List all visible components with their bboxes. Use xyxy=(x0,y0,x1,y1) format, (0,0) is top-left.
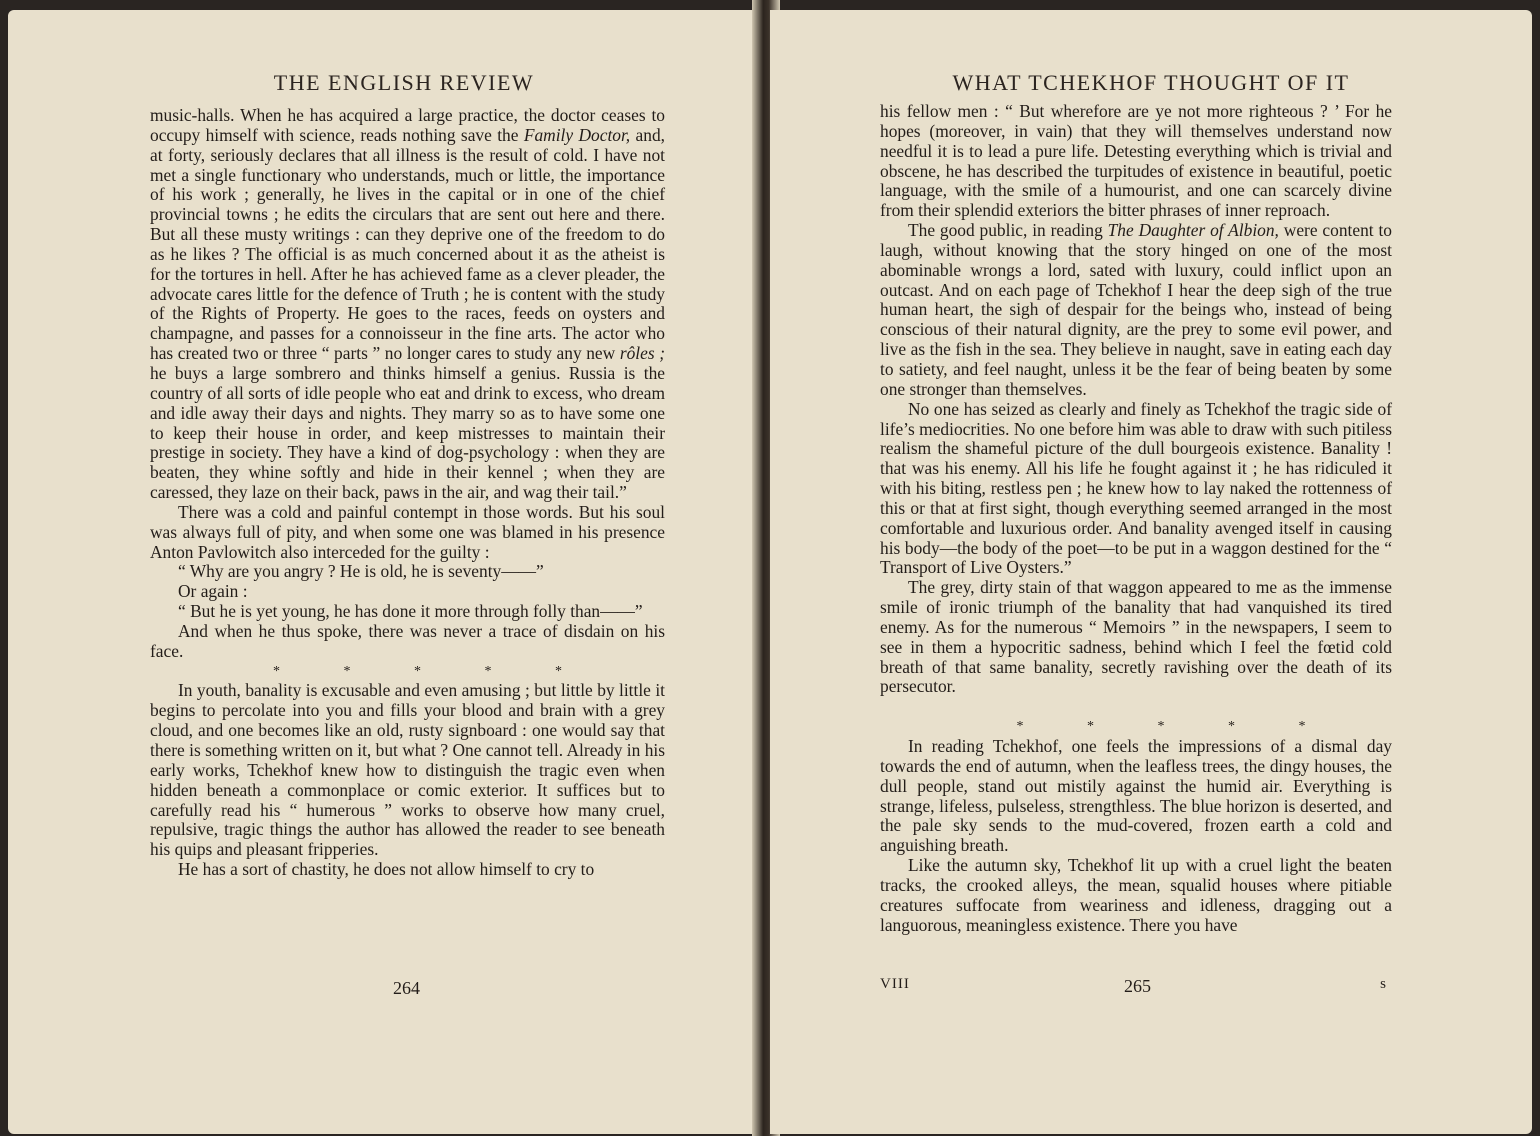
paragraph xyxy=(880,578,1392,697)
text-run: were content to laugh, without knowing that the story hinged on one of the most abominable wrongs a lord, sated with luxury, could inflict upon an outcast. And on each page of Tchekhof I hear the deep sigh of the true human heart, the sigh of despair for the beings who, instead of being conscious of their natural dignity, are the prey to some evil power, and live as the fish in the sea. They believe in naught, save in eating each day to satiety, and feel naught, unless it be the fear of being beaten by some one stronger than themselves. xyxy=(880,220,1392,399)
body-text-right xyxy=(880,102,1392,935)
paragraph xyxy=(150,681,665,860)
paragraphs-left xyxy=(150,106,665,662)
italic-text: The Daughter of Albion, xyxy=(1107,220,1279,241)
paragraph xyxy=(150,582,665,602)
page-number-right: 265 xyxy=(1124,976,1151,996)
spacer xyxy=(880,697,1392,717)
right-page xyxy=(770,10,1532,1134)
paragraphs-right-2 xyxy=(880,737,1392,935)
text-run: And when he thus spoke, there was never a trace of disdain on his face. xyxy=(150,620,665,661)
paragraph xyxy=(150,602,665,622)
signature-mark: s xyxy=(1380,976,1386,992)
text-run: Or again : xyxy=(178,581,248,602)
left-page xyxy=(8,10,760,1134)
italic-text: rôles ; xyxy=(619,343,665,364)
paragraph xyxy=(880,221,1392,400)
paragraph xyxy=(880,856,1392,935)
section-break-left: * * * * * xyxy=(273,663,562,679)
text-run: Like the autumn sky, Tchekhof lit up with a cruel light the beaten tracks, the crooked alleys, the mean, squalid houses where pitiable creatures suffocate from weariness and idleness, dragging out a languorous, meaningless existence. There you have xyxy=(880,855,1392,935)
text-run: He has a sort of chastity, he does not allow himself to cry to xyxy=(178,859,595,880)
paragraphs-left-2 xyxy=(150,681,665,879)
text-run: “ Why are you angry ? He is old, he is seventy——” xyxy=(178,561,544,582)
text-run: and, at forty, seriously declares that all illness is the result of cold. I have not met a single functionary who understands, much or little, the importance of his work ; generally, he lives in the capital or in one of the chief provincial towns ; he edits the circulars that are sent out here and there. But all these musty writings : can they deprive one of the freedom to do as he likes ? The official is as much concerned about it as the atheist is for the tortures in hell. After he has achieved fame as a clever pleader, the advocate cares little for the defence of Truth ; he is content with the study of the Rights of Property. He goes to the races, feeds on oysters and champagne, and passes for a connoisseur in the fine arts. The actor who has created two or three “ parts ” no longer cares to study any new xyxy=(150,124,665,364)
text-run: music-halls. When he has acquired a large practice, the doctor ceases to occupy himself with science, reads nothing save the xyxy=(150,105,665,145)
paragraph xyxy=(150,106,665,503)
text-run: he buys a large sombrero and thinks himself a genius. Russia is the country of all sorts of idle people who eat and drink to excess, who dream and idle away their days and nights. They marry so as to have some one to keep their house in order, and keep mistresses to maintain their prestige in society. They have a kind of dog-psychology : when they are beaten, they whine softly and hide in their kennel ; when they are caressed, they laze on their back, paws in the air, and wag their tail.” xyxy=(150,362,665,503)
text-run: The grey, dirty stain of that waggon appeared to me as the immense smile of ironic triumph of the banality that had vanquished its tired enemy. As for the numerous “ Memoirs ” in the newspapers, I seem to see in them a hypocritic sadness, behind which I feel the fœtid cold breath of that same banality, secretly ravishing over the death of its persecutor. xyxy=(880,577,1392,697)
text-run: “ But he is yet young, he has done it more through folly than——” xyxy=(178,601,643,622)
italic-text: Family Doctor, xyxy=(523,124,631,145)
text-run: The good public, in reading xyxy=(908,220,1108,241)
signature-numeral: VIII xyxy=(880,976,910,992)
paragraph xyxy=(150,860,665,880)
paragraph xyxy=(880,102,1392,221)
text-run: his fellow men : “ But wherefore are ye not more righteous ? ’ For he hopes (moreover, in vain) that they will themselves understand now needful it is to lead a pure life. Detesting everything which is trivial and obscene, he has described the turpitudes of existence in beautiful, poetic language, with the smile of a humourist, and one can scarcely divine from their splendid exteriors the bitter phrases of inner reproach. xyxy=(880,101,1392,221)
running-head-left: THE ENGLISH REVIEW xyxy=(273,70,535,95)
body-text-left xyxy=(150,106,665,880)
page-number-left: 264 xyxy=(393,978,420,998)
paragraph xyxy=(150,503,665,563)
paragraph xyxy=(880,400,1392,579)
running-head-right: WHAT TCHEKHOF THOUGHT OF IT xyxy=(952,70,1350,95)
text-run: There was a cold and painful contempt in those words. But his soul was always full of pity, and when some one was blamed in his presence Anton Pavlowitch also interceded for the guilty : xyxy=(150,501,665,562)
section-break-right: * * * * * xyxy=(1016,719,1306,735)
paragraph xyxy=(150,622,665,662)
text-run: In youth, banality is excusable and even amusing ; but little by little it begins to percolate into you and fills your blood and brain with a grey cloud, and one becomes like an old, rusty signboard : one would say that there is something written on it, but what ? One cannot tell. Already in his early works, Tchekhof knew how to distinguish the tragic even when hidden beneath a commonplace or comic exterior. It suffices but to carefully read his “ humerous ” works to observe how many cruel, repulsive, tragic things the author has allowed the reader to see beneath his quips and pleasant fripperies. xyxy=(150,680,665,860)
text-run: No one has seized as clearly and finely as Tchekhof the tragic side of life’s mediocrities. No one before him was able to draw with such pitiless realism the shameful picture of the dull bourgeois existence. Banality ! that was his enemy. All his life he fought against it ; he has ridiculed it with his biting, restless pen ; he knew how to lay naked the rottenness of this or that at first sight, though everything seemed arranged in the most comfortable and luxurious order. And banality avenged itself in causing his body—the body of the poet—to be put in a waggon destined for the “ Transport of Live Oysters.” xyxy=(880,398,1392,578)
paragraphs-right xyxy=(880,102,1392,697)
text-run: In reading Tchekhof, one feels the impressions of a dismal day towards the end of autumn, when the leafless trees, the dingy houses, the dull people, stand out mistily against the humid air. Everything is strange, lifeless, pulseless, strengthless. The blue horizon is deserted, and the pale sky sends to the mud-covered, frozen earth a cold and anguishing breath. xyxy=(880,736,1392,856)
paragraph xyxy=(150,562,665,582)
paragraph xyxy=(880,737,1392,856)
